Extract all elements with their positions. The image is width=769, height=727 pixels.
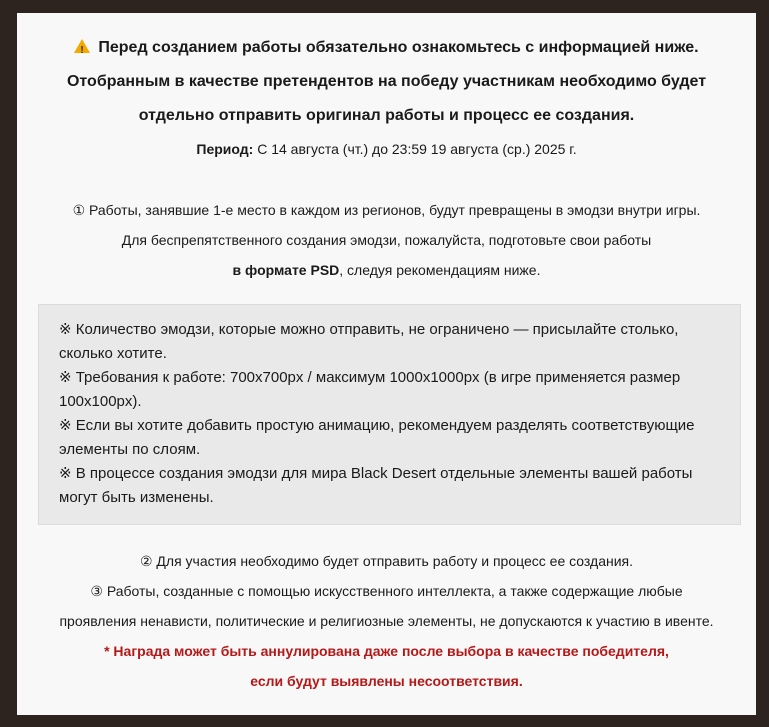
- warning-line-1: * Награда может быть аннулирована даже после выбора в качестве победителя,: [104, 643, 669, 659]
- period-value: С 14 августа (чт.) до 23:59 19 августа (ср.) 2025 г.: [253, 141, 577, 157]
- header-line-2: Отобранным в качестве претендентов на победу участникам необходимо будет: [66, 73, 707, 90]
- notes-box: [38, 304, 741, 525]
- period-line: [17, 139, 756, 159]
- note-line: ※ Требования к работе: 700x700px / максимум 1000x1000px (в игре применяется размер: [59, 369, 681, 386]
- header-text-1: Перед созданием работы обязательно ознакомьтесь с информацией ниже.: [98, 39, 699, 56]
- section1-line-2: Для беспрепятственного создания эмодзи, пожалуйста, подготовьте свои работы: [121, 232, 652, 248]
- note-line: могут быть изменены.: [59, 489, 214, 506]
- content-panel: [17, 13, 756, 715]
- section2-line: ② Для участия необходимо будет отправить работу и процесс ее создания.: [139, 553, 633, 569]
- warning-line-2: если будут выявлены несоответствия.: [250, 673, 523, 689]
- section1-line-3: [17, 260, 756, 280]
- header-line-1: [17, 38, 756, 58]
- period-label: Период:: [196, 141, 254, 157]
- note-line: элементы по слоям.: [59, 441, 201, 458]
- section3-line-1: ③ Работы, созданные с помощью искусственного интеллекта, а также содержащие любые: [90, 583, 683, 599]
- note-line: ※ Количество эмодзи, которые можно отправить, не ограничено — присылайте столько,: [59, 321, 679, 338]
- warning-icon: [74, 39, 90, 53]
- note-line: ※ Если вы хотите добавить простую анимацию, рекомендуем разделять соответствующие: [59, 417, 695, 434]
- section1-line-3-rest: , следуя рекомендациям ниже.: [339, 262, 541, 278]
- note-line: ※ В процессе создания эмодзи для мира Black Desert отдельные элементы вашей работы: [59, 465, 693, 482]
- note-line: сколько хотите.: [59, 345, 167, 362]
- section3-line-2: проявления ненависти, политические и религиозные элементы, не допускаются к участию в ивенте.: [59, 613, 714, 629]
- header-line-3: отдельно отправить оригинал работы и процесс ее создания.: [138, 107, 635, 124]
- psd-format-text: в формате PSD: [232, 262, 340, 278]
- section1-line-1: ① Работы, занявшие 1-е место в каждом из регионов, будут превращены в эмодзи внутри игры.: [72, 202, 701, 218]
- note-line: 100x100px).: [59, 393, 142, 410]
